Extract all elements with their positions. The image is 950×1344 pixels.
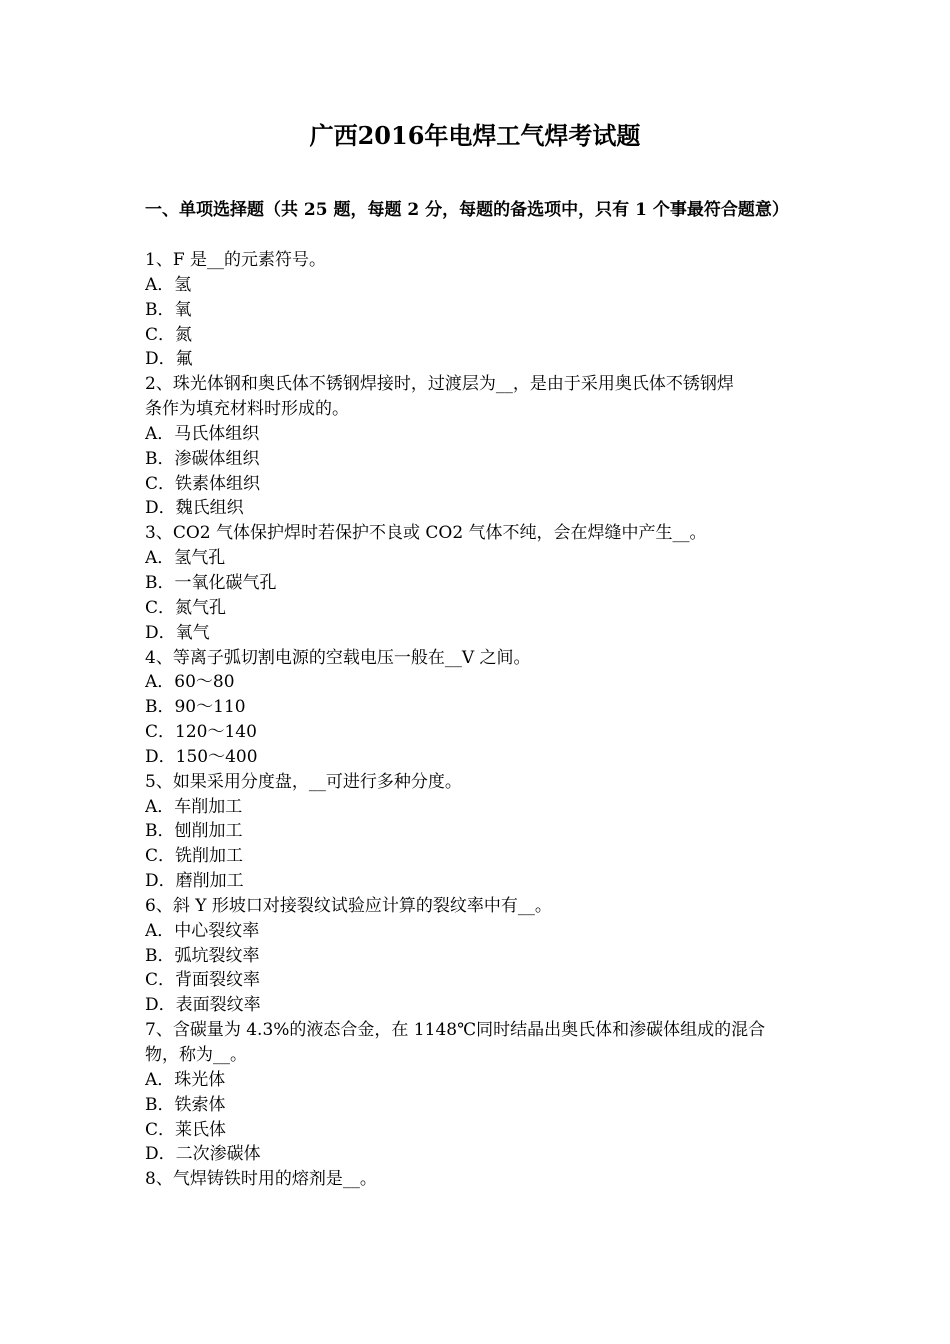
option-d: D．魏氏组织 bbox=[145, 498, 244, 519]
option-a: A．中心裂纹率 bbox=[145, 920, 260, 941]
option-d: D．氧气 bbox=[145, 622, 210, 643]
option-a: A．氢气孔 bbox=[145, 548, 226, 569]
option-c: C．铁素体组织 bbox=[145, 473, 261, 494]
question-stem: 8、气焊铸铁时用的熔剂是__。 bbox=[145, 1169, 377, 1190]
question-stem: 6、斜 Y 形坡口对接裂纹试验应计算的裂纹率中有__。 bbox=[145, 895, 552, 916]
option-c: C．氮气孔 bbox=[145, 597, 227, 618]
option-d: D．二次渗碳体 bbox=[145, 1144, 261, 1165]
option-c: C．背面裂纹率 bbox=[145, 970, 261, 991]
option-b: B．刨削加工 bbox=[145, 821, 243, 842]
question-stem: 1、F 是__的元素符号。 bbox=[145, 250, 327, 270]
option-c: C．氮 bbox=[145, 324, 193, 345]
option-d: D．150～400 bbox=[145, 746, 258, 767]
question-stem: 4、等离子弧切割电源的空载电压一般在__V 之间。 bbox=[145, 647, 531, 668]
option-d: D．表面裂纹率 bbox=[145, 995, 261, 1016]
option-c: C．莱氏体 bbox=[145, 1119, 227, 1140]
option-d: D．氟 bbox=[145, 349, 193, 370]
option-b: B．氧 bbox=[145, 299, 192, 320]
question-stem: 3、CO2 气体保护焊时若保护不良或 CO2 气体不纯，会在焊缝中产生__。 bbox=[145, 523, 707, 544]
option-c: C．铣削加工 bbox=[145, 846, 244, 867]
question-stem-continued: 条作为填充材料时形成的。 bbox=[145, 399, 349, 420]
question-stem: 7、含碳量为 4.3%的液态合金，在 1148℃同时结晶出奥氏体和渗碳体组成的混合 bbox=[145, 1020, 766, 1041]
option-d: D．磨削加工 bbox=[145, 871, 244, 892]
question-list bbox=[145, 248, 810, 1192]
question-stem-continued: 物，称为__。 bbox=[145, 1045, 247, 1065]
option-b: B．弧坑裂纹率 bbox=[145, 945, 260, 966]
option-b: B．渗碳体组织 bbox=[145, 448, 260, 469]
option-b: B．90～110 bbox=[145, 697, 246, 718]
option-b: B．一氧化碳气孔 bbox=[145, 572, 277, 593]
option-a: A．珠光体 bbox=[145, 1069, 226, 1090]
option-a: A．氢 bbox=[145, 274, 192, 295]
option-c: C．120～140 bbox=[145, 722, 257, 743]
section-heading: 一、单项选择题（共 25 题，每题 2 分，每题的备选项中，只有 1 个事最符合题意） bbox=[145, 200, 789, 220]
option-b: B．铁索体 bbox=[145, 1094, 226, 1115]
question-stem: 5、如果采用分度盘，__可进行多种分度。 bbox=[145, 771, 462, 792]
option-a: A．马氏体组织 bbox=[145, 423, 260, 444]
option-a: A．车削加工 bbox=[145, 796, 243, 817]
question-stem: 2、珠光体钢和奥氏体不锈钢焊接时，过渡层为__，是由于采用奥氏体不锈钢焊 bbox=[145, 374, 734, 395]
document-title: 广西2016年电焊工气焊考试题 bbox=[309, 121, 641, 150]
option-a: A．60～80 bbox=[145, 672, 235, 693]
